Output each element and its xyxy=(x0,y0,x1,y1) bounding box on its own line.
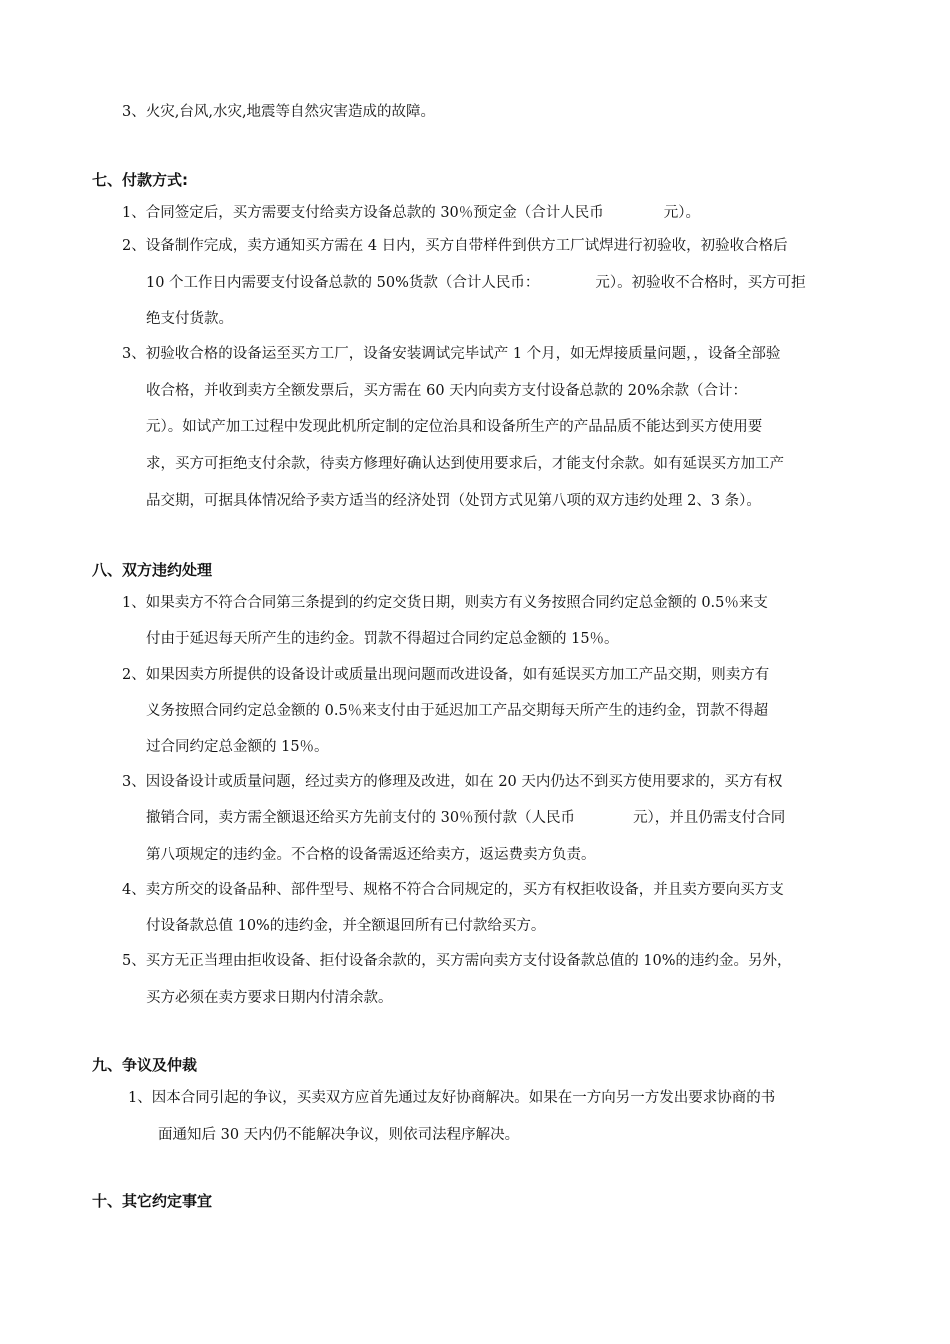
sec8-item-1-line-1: 1、如果卖方不符合合同第三条提到的约定交货日期，则卖方有义务按照合同约定总金额的 0.5％来支 xyxy=(122,595,768,611)
sec8-item-5-line-2: 买方必须在卖方要求日期内付清余款。 xyxy=(146,990,393,1006)
sec8-item-3-line-3: 第八项规定的违约金。不合格的设备需返还给卖方，返运费卖方负责。 xyxy=(146,847,596,863)
sec8-item-3-text: 撤销合同，卖方需全额退还给买方先前支付的 30％预付款（人民币 xyxy=(146,810,576,826)
sec9-item-1-line-1: 1、因本合同引起的争议，买卖双方应首先通过友好协商解决。如果在一方向另一方发出要求协商的书 xyxy=(128,1090,776,1106)
sec7-item-3-line-1: 3、初验收合格的设备运至买方工厂，设备安装调试完毕试产 1 个月，如无焊接质量问题，，设备全部验 xyxy=(122,346,781,362)
sec8-item-2-line-1: 2、如果因卖方所提供的设备设计或质量出现问题而改进设备，如有延误买方加工产品交期，则卖方有 xyxy=(122,667,770,683)
sec8-item-3-line-1: 3、因设备设计或质量问题，经过卖方的修理及改进，如在 20 天内仍达不到买方使用要求的，买方有权 xyxy=(122,774,783,790)
section-8-heading: 八、双方违约处理 xyxy=(92,561,213,579)
sec7-item-1-text: 1、合同签定后，买方需要支付给卖方设备总款的 30％预定金（合计人民币 xyxy=(122,205,604,221)
sec7-item-3-line-4: 求，买方可拒绝支付余款，待卖方修理好确认达到使用要求后，才能支付余款。如有延误买方加工产 xyxy=(146,456,784,472)
section-9-heading: 九、争议及仲裁 xyxy=(92,1056,198,1074)
sec8-item-2-line-3: 过合同约定总金额的 15％。 xyxy=(146,739,329,755)
sec7-item-2-text: 10 个工作日内需要支付设备总款的 50%货款（合计人民币： xyxy=(146,275,540,291)
section-7-heading: 七、付款方式: xyxy=(92,171,188,189)
sec8-item-5-line-1: 5、买方无正当理由拒收设备、拒付设备余款的，买方需向卖方支付设备款总值的 10%的违约金。另外， xyxy=(122,953,792,969)
sec8-item-4-line-2: 付设备款总值 10%的违约金，并全额退回所有已付款给买方。 xyxy=(146,918,546,934)
sec7-item-1-suffix: 元）。 xyxy=(663,205,701,221)
sec7-item-3-line-5: 品交期，可据具体情况给予卖方适当的经济处罚（处罚方式见第八项的双方违约处理 2、3 条）。 xyxy=(146,493,761,509)
sec7-item-2-line-2 xyxy=(146,273,806,293)
sec7-item-2-suffix: 元）。初验收不合格时，买方可拒 xyxy=(595,275,806,291)
sec8-item-1-line-2: 付由于延迟每天所产生的违约金。罚款不得超过合同约定总金额的 15％。 xyxy=(146,631,619,647)
sec7-item-3-line-2: 收合格，并收到卖方全额发票后，买方需在 60 天内向卖方支付设备总款的 20%余款（合计： xyxy=(146,383,748,399)
sec7-item-2-line-1: 2、设备制作完成，卖方通知买方需在 4 日内，买方自带样件到供方工厂试焊进行初验收，初验收合格后 xyxy=(122,238,788,254)
sec7-item-2-line-3: 绝支付货款。 xyxy=(146,311,233,327)
section-10-heading: 十、其它约定事宜 xyxy=(92,1192,213,1210)
sec7-item-3-line-3: 元）。如试产加工过程中发现此机所定制的定位治具和设备所生产的产品品质不能达到买方使用要 xyxy=(146,419,763,435)
sec8-item-4-line-1: 4、卖方所交的设备品种、部件型号、规格不符合合同规定的，买方有权拒收设备，并且卖方要向买方支 xyxy=(122,882,784,898)
sec7-item-1 xyxy=(122,203,700,223)
sec8-item-3-line-2 xyxy=(146,808,785,828)
sec6-item-3: 3、火灾,台风,水灾,地震等自然灾害造成的故障。 xyxy=(122,104,436,120)
sec8-item-2-line-2: 义务按照合同约定总金额的 0.5％来支付由于延迟加工产品交期每天所产生的违约金，罚款不得超 xyxy=(146,703,769,719)
sec9-item-1-line-2: 面通知后 30 天内仍不能解决争议，则依司法程序解决。 xyxy=(158,1127,520,1143)
sec8-item-3-suffix: 元），并且仍需支付合同 xyxy=(633,810,786,826)
